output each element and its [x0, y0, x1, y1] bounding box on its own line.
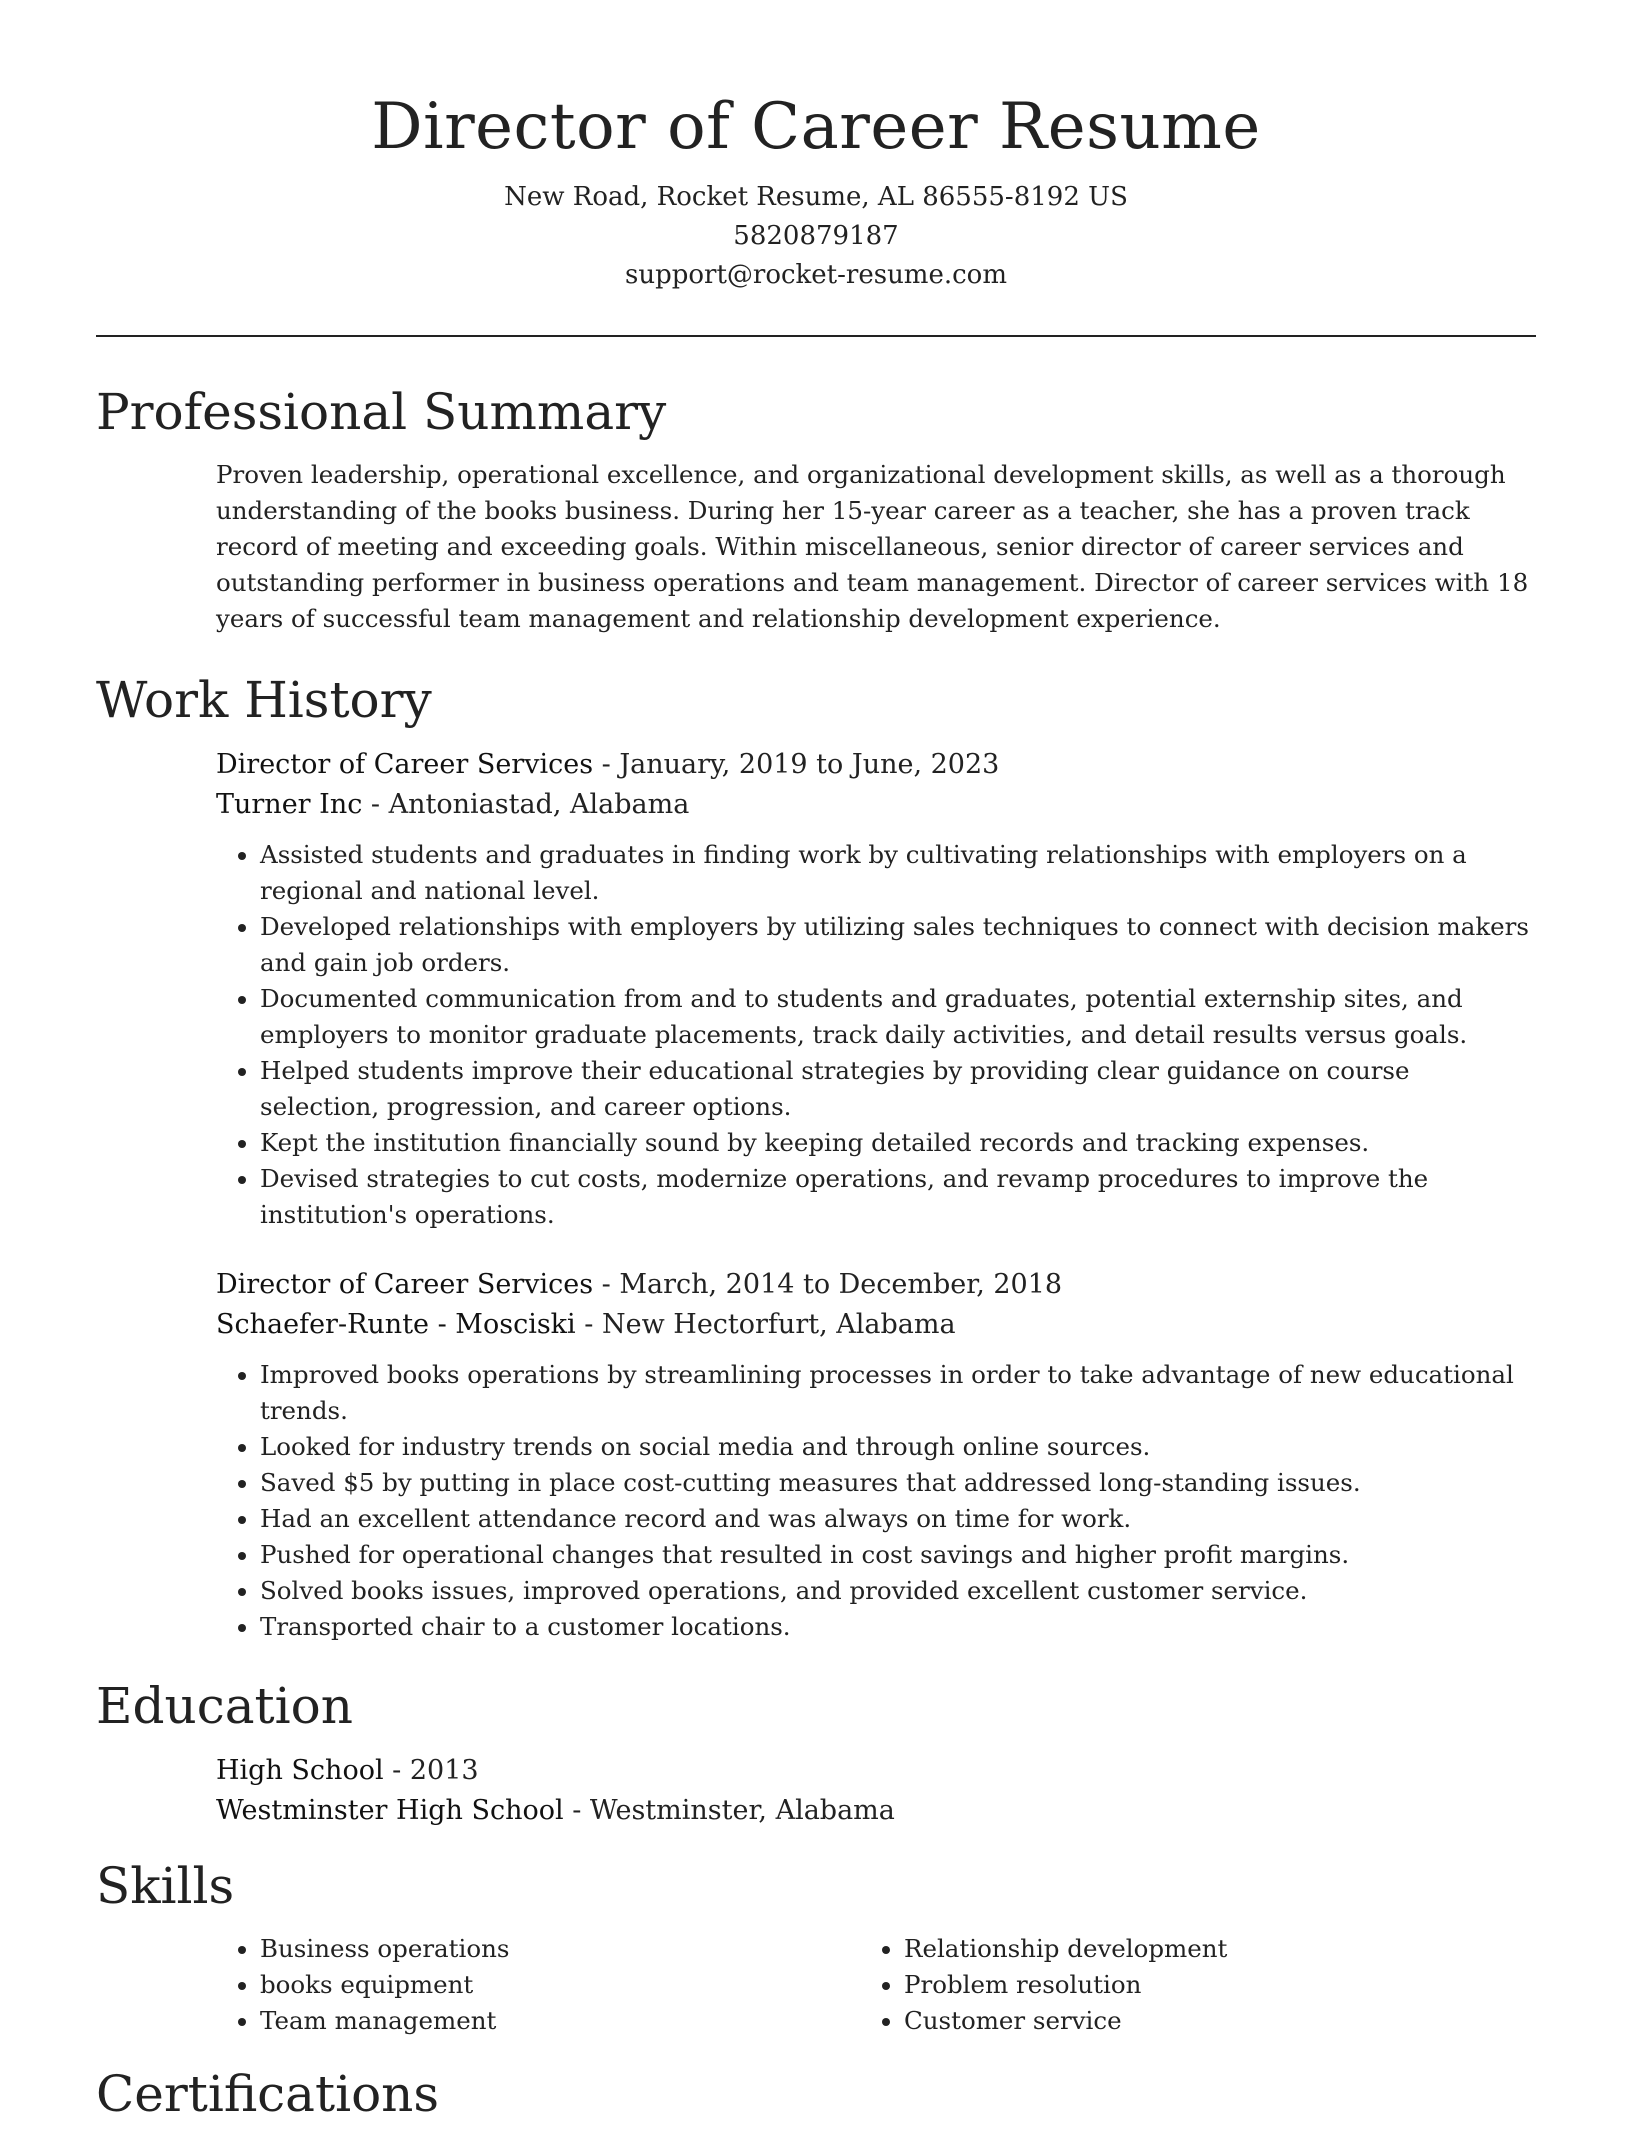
list-item: • Kept the institution financially sound by keeping detailed records and tracking expenses.: [260, 1125, 1536, 1161]
list-item: • Improved books operations by streamlining processes in order to take advantage of new educational trends.: [260, 1357, 1536, 1429]
job-entry: [216, 745, 1536, 1233]
list-item: • Customer service: [904, 2003, 1504, 2039]
certifications-heading: Certifications: [96, 2065, 440, 2123]
skills-section: [96, 1851, 1536, 2039]
education-section: [96, 1671, 1536, 1831]
job-entry: [216, 1265, 1536, 1645]
work-history-heading: Work History: [96, 671, 432, 729]
education-location: - Westminster, Alabama: [563, 1795, 895, 1826]
education-heading: Education: [96, 1677, 353, 1735]
summary-section: [96, 377, 1536, 637]
list-item: • books equipment: [260, 1967, 860, 2003]
work-history-section: [96, 665, 1536, 1645]
list-item: • Had an excellent attendance record and was always on time for work.: [260, 1501, 1536, 1537]
address: New Road, Rocket Resume, AL 86555-8192 US: [504, 182, 1128, 212]
education-year: - 2013: [383, 1755, 479, 1786]
list-item: • Pushed for operational changes that resulted in cost savings and higher profit margins.: [260, 1537, 1536, 1573]
job-title-line: [216, 745, 1536, 785]
header-divider: [96, 335, 1536, 337]
email: support@rocket-resume.com: [624, 260, 1007, 290]
education-degree: High School: [216, 1755, 384, 1786]
skills-columns: [216, 1931, 1536, 2039]
list-item: • Business operations: [260, 1931, 860, 1967]
job-dates: - March, 2014 to December, 2018: [593, 1269, 1063, 1300]
list-item: • Relationship development: [904, 1931, 1504, 1967]
list-item: • Saved $5 by putting in place cost-cutting measures that addressed long-standing issues.: [260, 1465, 1536, 1501]
list-item: • Solved books issues, improved operations, and provided excellent customer service.: [260, 1573, 1536, 1609]
list-item: • Documented communication from and to students and graduates, potential externship sites, and employers to monitor graduate placements, track daily activities, and detail results versus goals.: [260, 981, 1536, 1053]
job-title: Director of Career Services: [216, 749, 594, 780]
job-title: Director of Career Services: [216, 1269, 594, 1300]
list-item: • Developed relationships with employers by utilizing sales techniques to connect with decision makers and gain job orders.: [260, 909, 1536, 981]
job-location: - New Hectorfurt, Alabama: [575, 1309, 956, 1340]
job-company: Schaefer-Runte - Mosciski: [216, 1309, 576, 1340]
job-location: - Antoniastad, Alabama: [362, 789, 690, 820]
skills-heading: Skills: [96, 1857, 235, 1915]
summary-text: Proven leadership, operational excellence, and organizational development skills, as well as a thorough understanding of the books business. During her 15-year career as a teacher, she has a proven track record of meeting and exceeding goals. Within miscellaneous, senior director of career services and outstanding performer in business operations and team management. Director of career services with 18 years of successful team management and relationship development experience.: [216, 460, 1529, 633]
job-dates: - January, 2019 to June, 2023: [593, 749, 1000, 780]
list-item: • Helped students improve their educational strategies by providing clear guidance on course selection, progression, and career options.: [260, 1053, 1536, 1125]
job-company: Turner Inc: [216, 789, 363, 820]
phone: 5820879187: [733, 221, 899, 251]
education-degree-line: [216, 1751, 1536, 1791]
job-bullets: [216, 837, 1536, 1233]
list-item: • Looked for industry trends on social media and through online sources.: [260, 1429, 1536, 1465]
list-item: • Devised strategies to cut costs, modernize operations, and revamp procedures to improve the institution's operations.: [260, 1161, 1536, 1233]
education-school-line: [216, 1791, 1536, 1831]
education-school: Westminster High School: [216, 1795, 564, 1826]
resume-page: [96, 0, 1536, 2129]
summary-heading: Professional Summary: [96, 383, 667, 441]
job-title-line: [216, 1265, 1536, 1305]
resume-title: Director of Career Resume: [371, 90, 1261, 164]
list-item: • Team management: [260, 2003, 860, 2039]
job-company-line: [216, 1305, 1536, 1345]
list-item: • Assisted students and graduates in finding work by cultivating relationships with employers on a regional and national level.: [260, 837, 1536, 909]
certifications-section: [96, 2059, 1536, 2129]
list-item: • Transported chair to a customer locations.: [260, 1609, 1536, 1645]
job-company-line: [216, 785, 1536, 825]
skills-right-list: [860, 1931, 1504, 2039]
list-item: • Problem resolution: [904, 1967, 1504, 2003]
contact-block: [96, 178, 1536, 295]
skills-left-list: [216, 1931, 860, 2039]
job-bullets: [216, 1357, 1536, 1645]
